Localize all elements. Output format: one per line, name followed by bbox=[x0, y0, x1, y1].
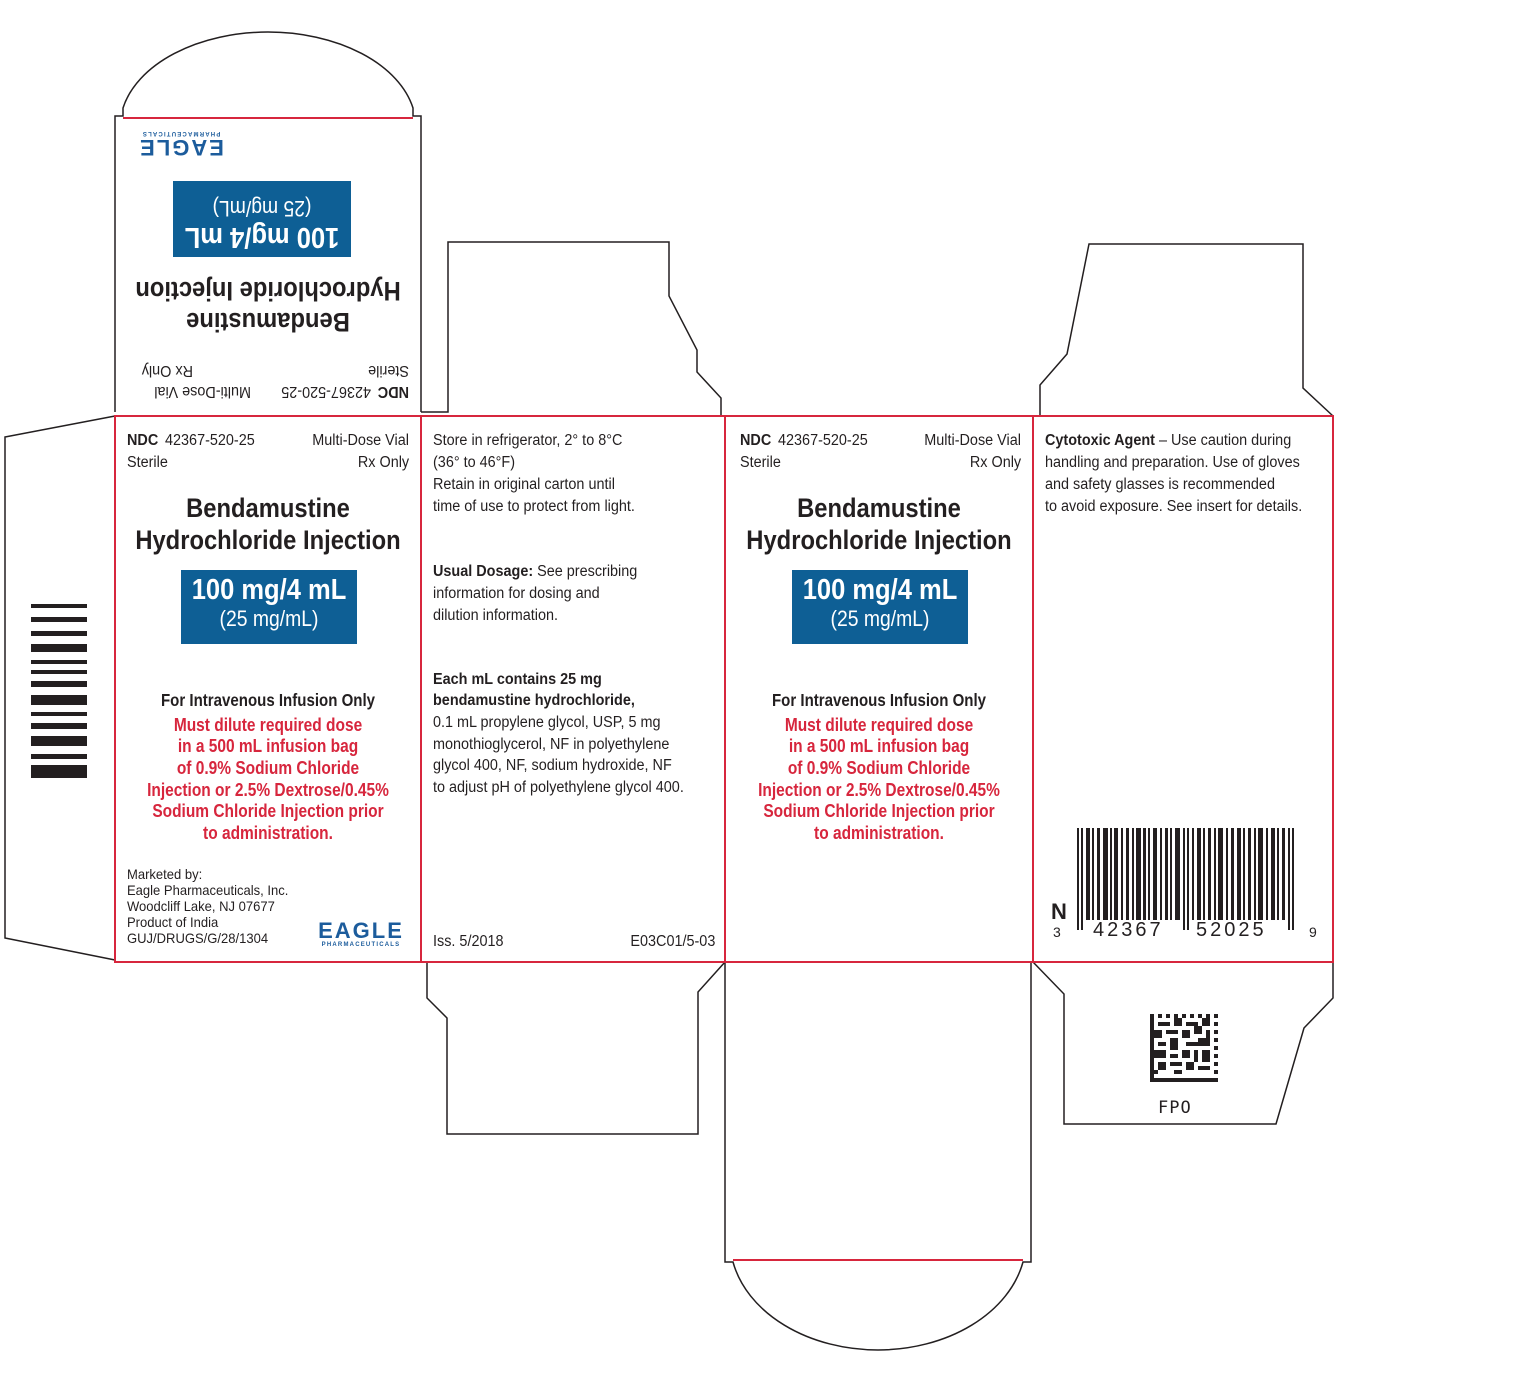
dilution-warning-1: Must dilute required dose bbox=[784, 715, 974, 735]
ndc-number: 42367-520-25 bbox=[165, 432, 255, 449]
drug-title-line1: Bendamustine bbox=[186, 307, 350, 337]
dilution-warning-6: to administration. bbox=[203, 823, 333, 843]
contents-line-2: monothioglycerol, NF in polyethylene bbox=[433, 736, 670, 753]
contents-bold-2: bendamustine hydrochloride, bbox=[433, 692, 635, 709]
strength-box bbox=[792, 570, 968, 644]
eagle-logo bbox=[311, 920, 411, 949]
rx-only-text: Rx Only bbox=[969, 454, 1021, 471]
ndc-label: NDC bbox=[127, 432, 159, 449]
contents-bold-1: Each mL contains 25 mg bbox=[433, 671, 602, 688]
top-flap-panel bbox=[115, 118, 421, 412]
dilution-warning-3: of 0.9% Sodium Chloride bbox=[787, 758, 971, 778]
drug-title-line2: Hydrochloride Injection bbox=[135, 525, 401, 555]
cytotoxic-line-4: to avoid exposure. See insert for details. bbox=[1045, 498, 1303, 515]
dosage-label: Usual Dosage: bbox=[433, 563, 534, 580]
dosage-line-3: dilution information. bbox=[433, 607, 559, 624]
barcode-prefix-letter: N bbox=[1051, 899, 1067, 924]
fpo-label: FPO bbox=[1158, 1098, 1192, 1118]
cytotoxic-text-1: Use caution during bbox=[1171, 432, 1292, 449]
drug-title-line1: Bendamustine bbox=[797, 493, 961, 523]
cytotoxic-line-3: and safety glasses is recommended bbox=[1045, 476, 1275, 493]
logo-sub: PHARMACEUTICALS bbox=[141, 130, 221, 136]
marketer-line-5: GUJ/DRUGS/G/28/1304 bbox=[127, 930, 269, 946]
storage-line-1: Store in refrigerator, 2° to 8°C bbox=[433, 432, 623, 449]
ndc-number: 42367-520-25 bbox=[778, 432, 868, 449]
drug-title-line2: Hydrochloride Injection bbox=[135, 276, 401, 306]
dust-flap-top-left bbox=[421, 242, 721, 416]
strength-sub: (25 mg/mL) bbox=[212, 196, 312, 221]
dosage-line-2: information for dosing and bbox=[433, 585, 600, 602]
dilution-warning-2: in a 500 mL infusion bag bbox=[177, 736, 359, 756]
storage-line-2: (36° to 46°F) bbox=[433, 454, 516, 471]
marketer-line-1: Marketed by: bbox=[127, 866, 203, 882]
vial-text: Multi-Dose Vial bbox=[312, 432, 409, 449]
marketer-line-3: Woodcliff Lake, NJ 07677 bbox=[127, 898, 275, 914]
dilution-warning-4: Injection or 2.5% Dextrose/0.45% bbox=[147, 780, 389, 800]
logo-word: EAGLE bbox=[318, 918, 404, 943]
strength-box bbox=[173, 181, 351, 257]
dust-flap-top-right bbox=[1040, 244, 1333, 416]
bottom-tuck bbox=[725, 962, 1031, 1350]
front-panel bbox=[115, 416, 421, 962]
glue-flap-bars bbox=[31, 604, 87, 780]
ndc-label: NDC bbox=[740, 432, 772, 449]
ndc-number: 42367-520-25 bbox=[281, 383, 371, 400]
strength-sub: (25 mg/mL) bbox=[830, 606, 930, 631]
barcode-group-1: 42367 bbox=[1093, 919, 1164, 941]
logo-word: EAGLE bbox=[138, 135, 224, 160]
strength-box bbox=[181, 570, 357, 644]
storage-panel bbox=[421, 416, 725, 962]
barcode-group-2: 52025 bbox=[1196, 919, 1267, 941]
rx-only-text: Rx Only bbox=[141, 362, 193, 379]
sterile-text: Sterile bbox=[740, 454, 781, 471]
infusion-only: For Intravenous Infusion Only bbox=[771, 690, 987, 710]
strength-main: 100 mg/4 mL bbox=[802, 574, 958, 606]
storage-line-3: Retain in original carton until bbox=[433, 476, 615, 493]
sterile-text: Sterile bbox=[127, 454, 168, 471]
dilution-warning-5: Sodium Chloride Injection prior bbox=[152, 801, 384, 821]
dilution-warning-5: Sodium Chloride Injection prior bbox=[763, 801, 995, 821]
cytotoxic-panel bbox=[1033, 416, 1333, 962]
rx-only-text: Rx Only bbox=[357, 454, 409, 471]
dilution-warning-6: to administration. bbox=[814, 823, 944, 843]
barcode-prefix-digit: 3 bbox=[1053, 924, 1061, 940]
drug-title-line2: Hydrochloride Injection bbox=[746, 525, 1012, 555]
eagle-logo bbox=[131, 129, 231, 158]
dilution-warning-4: Injection or 2.5% Dextrose/0.45% bbox=[758, 780, 1000, 800]
contents-line-3: glycol 400, NF, sodium hydroxide, NF bbox=[433, 757, 672, 774]
dilution-warning-1: Must dilute required dose bbox=[173, 715, 363, 735]
strength-sub: (25 mg/mL) bbox=[219, 606, 319, 631]
carton-code: E03C01/5-03 bbox=[630, 933, 715, 950]
datamatrix-code bbox=[1150, 1014, 1218, 1082]
vial-text: Multi-Dose Vial bbox=[154, 383, 251, 400]
infusion-only: For Intravenous Infusion Only bbox=[160, 690, 376, 710]
vial-text: Multi-Dose Vial bbox=[924, 432, 1021, 449]
marketer-line-4: Product of India bbox=[127, 914, 219, 930]
sterile-text: Sterile bbox=[368, 362, 409, 379]
contents-line-4: to adjust pH of polyethylene glycol 400. bbox=[433, 779, 684, 796]
cytotoxic-label: Cytotoxic Agent bbox=[1045, 432, 1155, 449]
dosage-text: See prescribing bbox=[533, 563, 638, 580]
storage-line-4: time of use to protect from light. bbox=[433, 498, 635, 515]
barcode-check-digit: 9 bbox=[1309, 924, 1317, 940]
back-panel bbox=[725, 416, 1033, 962]
marketer-line-2: Eagle Pharmaceuticals, Inc. bbox=[127, 882, 289, 898]
cytotoxic-line-2: handling and preparation. Use of gloves bbox=[1045, 454, 1300, 471]
ndc-label: NDC bbox=[377, 383, 409, 400]
strength-main: 100 mg/4 mL bbox=[191, 574, 347, 606]
dust-flap-bottom-left bbox=[427, 962, 725, 1134]
drug-title-line1: Bendamustine bbox=[186, 493, 350, 523]
dosage-line-1 bbox=[433, 561, 637, 582]
strength-main: 100 mg/4 mL bbox=[184, 221, 340, 253]
dilution-warning-2: in a 500 mL infusion bag bbox=[788, 736, 970, 756]
cytotoxic-line-1 bbox=[1045, 430, 1291, 451]
cytotoxic-dash: – bbox=[1154, 432, 1172, 449]
issue-date: Iss. 5/2018 bbox=[433, 933, 504, 950]
logo-sub: PHARMACEUTICALS bbox=[321, 942, 401, 948]
contents-line-1: 0.1 mL propylene glycol, USP, 5 mg bbox=[433, 714, 661, 731]
dilution-warning-3: of 0.9% Sodium Chloride bbox=[176, 758, 360, 778]
